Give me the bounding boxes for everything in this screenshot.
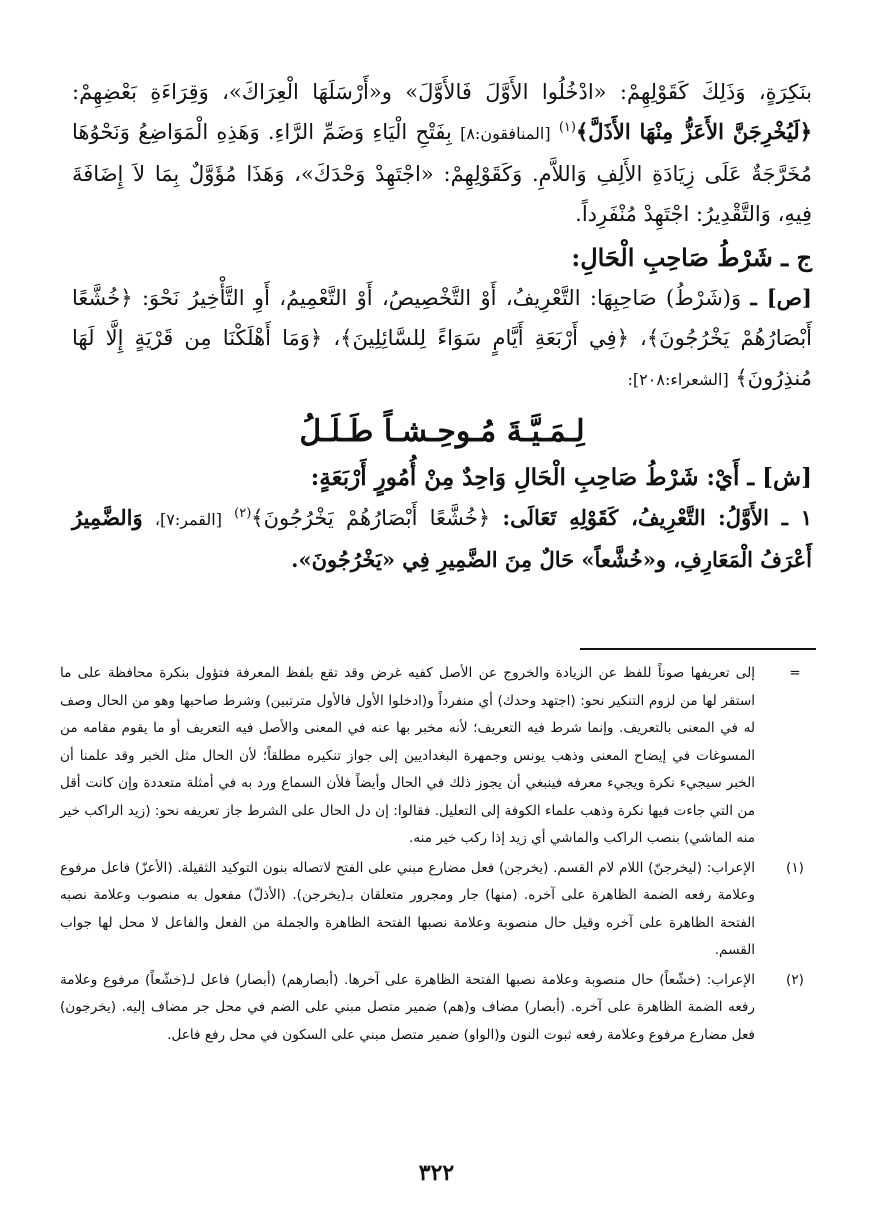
- opening-continuation: بِفَتْحِ الْيَاءِ وَضَمِّ الرَّاءِ. وَهَذِهِ الْمَوَاضِعُ وَنَحْوُهَا مُخَرَّجَةٌ عَلَى زِيَادَةِ الأَلِفِ وَاللاَّمِ. وَكَقَوْلِهِمْ: «اجْتَهِدْ وَحْدَكَ»، وَهَذَا مُؤَوَّلٌ بِمَا لاَ إِضَافَةَ فِيهِ، وَالتَّقْدِيرُ: اجْتَهِدْ مُنْفَرِداً.: [72, 120, 812, 226]
- verse-reference-munafiqun: [المنافقون:٨]: [460, 124, 551, 143]
- footnote-continued: [60, 660, 815, 853]
- quran-verse-munafiqun: ﴿لَيُخْرِجَنَّ الأَعَزُّ مِنْهَا الأَذَلَّ﴾: [575, 119, 813, 144]
- sharh-paragraph: [72, 458, 812, 498]
- footnotes: [60, 660, 815, 1051]
- matn-quran-2: ﴿فِي أَرْبَعَةِ أَيَّامٍ سَوَاءً لِلسَّائِلِينَ﴾: [340, 326, 629, 350]
- continued-marker: =: [789, 665, 801, 681]
- footnote-1-number: (١): [786, 859, 804, 876]
- first-condition-continuation: وَالضَّمِيرُ أَعْرَفُ الْمَعَارِفِ، و«خُشَّعاً» حَالٌ مِنَ الضَّمِيرِ فِي «يَخْرُجُونَ».: [72, 505, 812, 572]
- first-condition-quran: ﴿خُشَّعًا أَبْصَارُهُمْ يَخْرُجُونَ﴾: [251, 506, 491, 530]
- matn-quran-3: ﴿وَمَا أَهْلَكْنَا مِن قَرْيَةٍ إِلَّا لَهَا مُنذِرُونَ﴾: [72, 326, 812, 390]
- continued-text: إلى تعريفها صوناً للفظ عن الزيادة والخروج عن الأصل كفيه غرض وقد تقع بلفظ المعرفة فتؤول بنكرة محافظة على ما استقر لها من لزوم التنكير نحو: (اجتهد وحدك) أي منفرداً و(ادخلوا الأول فالأول مترتبين) وشرط صاحبها وهو من الحال وصف له في المعنى بالتعريف. وإنما شرط فيه التعريف؛ لأنه مخبر بها عنه في المعنى والأصل فيه التعريف أو ما يقوم مقامه من المسوغات في إيضاح المعنى وذهب يونس وجمهرة البغداديين إلى جواز تنكيره مطلقاً؛ لأن الحال مثل الخبر وقد علمنا أن الخبر سيجيء نكرة ويجيء معرفه فينبغي أن يجوز ذلك في الحال وأيضاً فلأن السماع ورد به في أمثلة متعددة وإن كانت أقل من التي جاءت فيها نكرة وذهب علماء الكوفة إلى التعليل. فقالوا: إن دل الحال على الشرط جاز تعريفه نحو: (زيد الراكب خير منه الماشي) بنصب الراكب والماشي أي زيد إذا ركب خير منه.: [60, 665, 755, 846]
- first-condition-label: ١ ـ الأَوَّلُ:: [717, 505, 812, 530]
- matn-text: وَ(شَرْطُ) صَاحِبِهَا: التَّعْرِيفُ، أَوْ التَّخْصِيصُ، أَوْ التَّعْمِيمُ، أَوِ التَّأْخِيرُ نَحْوَ:: [141, 286, 742, 310]
- footnote-2-number: (٢): [786, 971, 804, 988]
- page-number: ٣٢٢: [418, 1160, 455, 1186]
- opening-paragraph: [72, 72, 812, 234]
- opening-line: بنَكِرَةٍ، وَذَلِكَ كَقَوْلِهِمْ: «ادْخُلُوا الأَوَّلَ فَالأَوَّلَ» و«أَرْسَلَهَا الْعِرَاكَ»، وَقِرَاءَةِ بَعْضِهِمْ:: [72, 80, 812, 104]
- sharh-text: أَيْ: شَرْطُ صَاحِبِ الْحَالِ وَاحِدٌ مِنْ أُمُورٍ أَرْبَعَةٍ:: [310, 464, 740, 491]
- section-heading: ج ـ شَرْطُ صَاحِبِ الْحَالِ:: [571, 243, 812, 272]
- footnote-ref-1[interactable]: (١): [558, 120, 576, 135]
- footnote-separator: [580, 648, 816, 650]
- footnote-1-text: الإعراب: (ليخرجنّ) اللام لام القسم. (يخرجن) فعل مضارع مبني على الفتح لاتصاله بنون التوكيد الثقيلة. (الأعزّ) فاعل مرفوع وعلامة رفعه الضمة الظاهرة على آخره. (منها) جار ومجرور متعلقان بـ(يخرجن). (الأذلّ) مفعول به منصوب وعلامة نصبه الفتحة الظاهرة على آخره وقيل حال منصوبة وعلامة نصبها الفتحة الظاهرة والجملة من الفعل والفاعل لا محل لها جواب القسم.: [60, 859, 755, 958]
- footnote-2: [60, 967, 815, 1050]
- verse-reference-qamar: [القمر:٧]،: [154, 510, 222, 529]
- matn-paragraph: [ص] ـ وَ(شَرْطُ) صَاحِبِهَا: التَّعْرِيفُ، أَوْ التَّخْصِيصُ، أَوْ التَّعْمِيمُ، أَوِ التَّأْخِيرُ نَحْوَ: ﴿خُشَّعًا أَبْصَارُهُمْ يَخْرُجُونَ﴾، ﴿فِي أَرْبَعَةِ أَيَّامٍ سَوَاءً لِلسَّائِلِينَ﴾، ﴿وَمَا أَهْلَكْنَا مِن قَرْيَةٍ إِلَّا لَهَا مُنذِرُونَ﴾ [الشعراء:٢٠٨]:: [72, 285, 813, 390]
- first-condition-text: التَّعْرِيفُ، كَقَوْلِهِ تَعَالَى:: [502, 505, 706, 530]
- poem-verse: لِـمَـيَّـةَ مُـوحِـشـاً طَـلَـلُ: [299, 414, 585, 449]
- footnote-ref-2[interactable]: (٢): [234, 506, 252, 521]
- matn-label: [ص] ـ: [750, 285, 812, 310]
- first-condition-paragraph: [72, 498, 812, 580]
- footnote-1: [60, 855, 815, 965]
- sharh-label: [ش] ـ: [747, 464, 812, 491]
- verse-reference-shuara: [الشعراء:٢٠٨]:: [627, 370, 729, 389]
- matn-quran-1: ﴿خُشَّعًا أَبْصَارُهُمْ يَخْرُجُونَ﴾: [72, 286, 813, 350]
- footnote-2-text: الإعراب: (خشّعاً) حال منصوبة وعلامة نصبها الفتحة الظاهرة على آخرها. (أبصارهم) (أبصار) فاعل لـ(خشّعاً) مرفوع وعلامة رفعه الضمة الظاهرة على آخره. (أبصار) مضاف و(هم) ضمير متصل مبني على الضم في محل جر مضاف إليه. (يخرجون) فعل مضارع مرفوع وعلامة رفعه ثبوت النون و(الواو) ضمير متصل مبني على السكون في محل رفع فاعل.: [60, 971, 755, 1043]
- main-text: [72, 72, 812, 580]
